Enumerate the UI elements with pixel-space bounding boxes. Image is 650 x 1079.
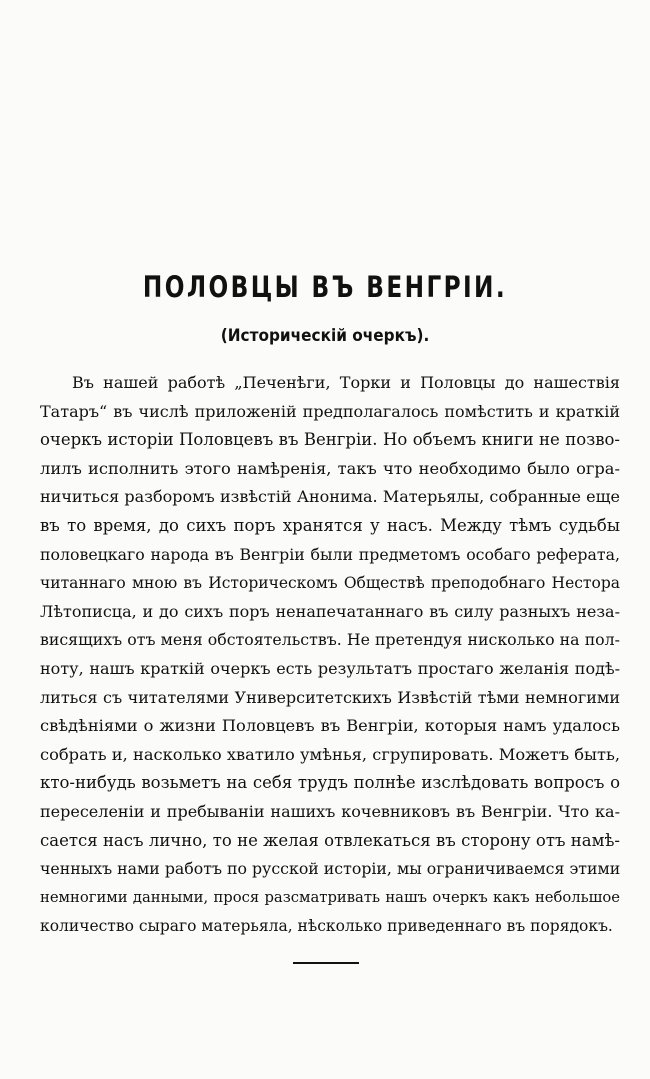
- text-line: висящихъ отъ меня обстоятельствъ. Не претендуя нисколько на пол-: [40, 630, 620, 650]
- text-line: очеркъ исторіи Половцевъ въ Венгріи. Но объемъ книги не позво-: [40, 430, 620, 450]
- text-line: переселеніи и пребываніи нашихъ кочевниковъ въ Венгріи. Что ка-: [40, 801, 620, 821]
- text-line: литься съ читателями Университетскихъ Извѣстій тѣми немногими: [40, 687, 620, 707]
- text-line: сается насъ лично, то не желая отвлекаться въ сторону отъ намѣ-: [40, 830, 620, 850]
- text-line: немногими данными, прося разсматривать нашъ очеркъ какъ небольшое: [40, 888, 620, 906]
- chapter-subtitle: (Историческій очеркъ).: [220, 326, 430, 346]
- text-line: половецкаго народа въ Венгріи были предметомъ особаго реферата,: [40, 544, 620, 564]
- text-line: ченныхъ нами работъ по русской исторіи, мы ограничиваемся этими: [40, 859, 621, 879]
- text-line: Въ нашей работѣ „Печенѣги, Торки и Половцы до нашествія: [72, 373, 620, 392]
- text-line: читаннаго мною въ Историческомъ Обществѣ преподобнаго Нестора: [40, 574, 620, 593]
- text-line: лилъ исполнить этого намѣренія, такъ что необходимо было огра-: [40, 458, 620, 478]
- text-line: собрать и, насколько хватило умѣнья, сгрупировать. Можетъ быть,: [40, 744, 620, 764]
- text-line: кто-нибудь возьметъ на себя трудъ полнѣе изслѣдовать вопросъ о: [40, 773, 620, 793]
- text-line: Татаръ“ въ числѣ приложеній предполагалось помѣстить и краткій: [40, 401, 620, 421]
- section-divider: [293, 962, 359, 964]
- text-line: въ то время, до сихъ поръ хранятся у насъ. Между тѣмъ судьбы: [40, 515, 620, 535]
- text-line: количество сыраго матерьяла, нѣсколько приведеннаго въ порядокъ.: [40, 917, 613, 936]
- text-line: ничиться разборомъ извѣстій Анонима. Матерьялы, собранные еще: [40, 487, 620, 507]
- text-line: ноту, нашъ краткій очеркъ есть результатъ простаго желанія подѣ-: [40, 658, 620, 678]
- text-line: Лѣтописца, и до сихъ поръ ненапечатаннаго въ силу разныхъ неза-: [40, 601, 620, 621]
- chapter-title: ПОЛОВЦЫ ВЪ ВЕНГРІИ.: [142, 270, 508, 304]
- text-line: свѣдѣніями о жизни Половцевъ въ Венгріи, которыя намъ удалось: [40, 716, 620, 736]
- body-paragraph: [40, 369, 620, 941]
